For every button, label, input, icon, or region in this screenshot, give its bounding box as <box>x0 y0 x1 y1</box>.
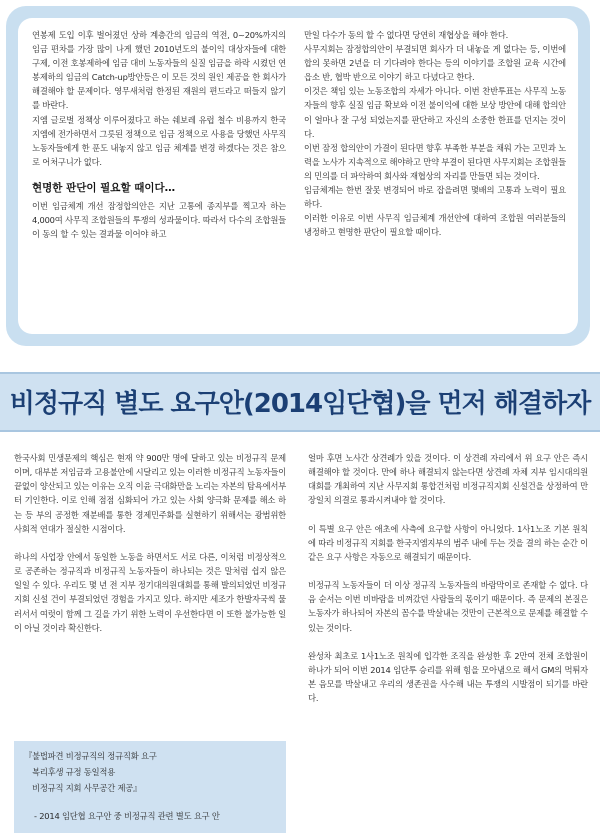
quote-line-2: 복리후생 규정 동일적용 <box>32 767 116 777</box>
bottom-left-paragraph-2: 하나의 사업장 안에서 동일한 노동을 하면서도 서로 다른, 이처럼 비정상적으로 공존하는 정규직과 비정규직 노동자들이 하나되는 것은 말처럼 쉽지 않은 일일 수 있다. 우리도 몇 년 전 지부 정기대의원대회를 통해 발의되었던 비정규지회 신설 건이 부결되었던 경험을 가지고 있다. 하지만 세조가 한발자국씩 물러서서 여럿이 함께 그 길을 가기 위한 노력이 우선한다면 이 또한 불가능한 일이 아닐 것이라 확신한다. <box>14 551 286 633</box>
top-left-column <box>32 28 286 241</box>
quote-line-3: 비정규직 지회 사무공간 제공』 <box>32 783 142 793</box>
bottom-right-column <box>308 451 588 705</box>
paragraph-gap <box>308 564 588 578</box>
top-left-paragraph-1: 연봉제 도입 이후 벌어졌던 상하 계층간의 임금의 역전, 0~20%까지의 임금 편차를 가장 많이 나게 했던 2010년도의 불이익 대상자들에 대한 구제, 이전 호봉제하에 임금 대비 노동자들의 실질 임금을 하락 시켰던 연봉제하의 임금의 Catch-up방안등은 이 모든 것의 원인 제공을 한 회사가 해결해야 할 문제이다. 영무새처럼 한정된 재원의 편드라고 떠들지 않기를 바란다. <box>32 30 286 111</box>
quote-source: - 2014 임단협 요구안 중 비정규직 관련 별도 요구 안 <box>34 811 220 821</box>
bottom-right-paragraph-4: 완성차 최초로 1사1노조 원칙에 입각한 조직을 완성한 후 2만여 전체 조합원이 하나가 되어 이번 2014 임단투 승리를 위해 힘을 모아냄으로 해서 GM의 먹튀자본 음모를 박살내고 우리의 생존권을 사수해 내는 투쟁의 시발점이 되기를 바란다. <box>308 650 588 704</box>
top-right-paragraph-5: 임금체계는 한번 잘못 변경되어 바로 잡을려면 몇배의 고통과 노력이 필요하다. <box>304 185 566 210</box>
headline-title: 비정규직 별도 요구안(2014임단협)을 먼저 해결하자 <box>9 389 591 419</box>
top-article-panel <box>18 18 578 334</box>
bottom-left-paragraph-1: 한국사회 민생문제의 핵심은 현재 약 900만 명에 달하고 있는 비정규직 문제이며, 대부분 저임금과 고용불안에 시달리고 있는 이러한 비정규직 노동자들이 끝없이 양산되고 있는 이유는 오직 이윤 극대화만을 노리는 자본의 탐욕에서부터 기인한다. 이로 인해 점점 심화되어 가고 있는 사회 양극화 문제를 해소 하는 등 부의 공정한 재분배를 통한 경제민주화를 실현하기 위해서는 광범위한 사회적 연대가 절실한 시점이다. <box>14 453 287 534</box>
top-right-paragraph-6: 이러한 이유로 이번 사무직 임금체계 개선안에 대하여 조합원 여러분들의 냉정하고 현명한 판단이 필요할 때이다. <box>304 213 566 238</box>
top-article-frame <box>6 6 590 346</box>
top-right-column <box>304 28 566 239</box>
paragraph-gap <box>308 635 588 649</box>
top-right-paragraph-2: 사무지회는 잠정합의안이 부결되면 회사가 더 내놓을 게 없다는 등, 이번에 합의 못하면 2년을 더 기다려야 한다는 등의 이야기를 조합원 교육 시간에 읍소 반, 협박 반으로 이야기 하고 다녔다고 한다. <box>304 44 566 83</box>
top-right-paragraph-1: 만일 다수가 동의 할 수 없다면 당연히 재협상을 해야 한다. <box>304 30 509 40</box>
paragraph-gap <box>308 508 588 522</box>
bottom-right-paragraph-1: 얼마 후면 노사간 상견례가 있을 것이다. 이 상견례 자리에서 위 요구 안은 즉시 해결해야 할 것이다. 만에 하나 해결되지 않는다면 상견례 자체 지부 임시대의원대회를 개최하여 지난 사무지회 통합건처럼 비정규직지회 신설건을 상정하여 만장일치 의결로 통과시켜내야 할 것이다. <box>308 453 588 506</box>
bottom-right-paragraph-2: 이 특별 요구 안은 애초에 사측에 요구할 사항이 아니었다. 1사1노조 기본 원칙에 따라 비정규직 지회를 한국지엠지부의 범주 내에 두는 것을 결의 하는 순간 이 같은 요구 사항은 자동으로 해결되기 때문이다. <box>308 523 588 562</box>
top-subheading: 현명한 판단이 필요할 때이다… <box>32 181 176 194</box>
bottom-right-paragraph-3: 비정규직 노동자들이 더 이상 정규직 노동자들의 바람막이로 존재할 수 없다. 다음 순서는 이번 비바람을 비껴갔던 사람들의 몫이기 때문이다. 즉 문제의 본질은 노동자가 하나되어 자본의 꼼수를 박살내는 것만이 근본적으로 문제를 해결할 수 있는 것이다. <box>308 580 588 633</box>
bottom-left-column <box>14 451 286 635</box>
headline-band <box>0 372 600 432</box>
top-right-paragraph-4: 이번 잠정 합의안이 가결이 된다면 향후 부족한 부분을 채워 가는 고민과 노력을 노사가 지속적으로 해야하고 만약 부결이 된다면 사무지회는 조합원들의 민의를 더 파악하여 회사와 재협상의 자리를 만들면 되는 것이다. <box>304 142 566 181</box>
demand-quote-box <box>14 741 286 833</box>
top-left-paragraph-2: 지엠 글로벌 정책상 이루어졌다고 하는 쉐보레 유럽 철수 비용까지 한국지엠에 전가하면서 그릇된 정책으로 임금 정책으로 사용을 당했던 사무직 노동자들에게 한 푼도 내놓지 않고 임금 체계를 변경 하겠다는 것은 참으로 어처구니가 없다. <box>32 114 286 167</box>
top-left-paragraph-3: 이번 임금체계 개선 잠정합의안은 지난 고통에 종지부를 찍고자 하는 4,000여 사무직 조합원들의 투쟁의 성과물이다. 따라서 다수의 조합원들이 동의 할 수 있는 결과물 이어야 하고 <box>32 201 286 240</box>
quote-line-1: 『불법파견 비정규직의 정규직화 요구 <box>24 751 157 761</box>
paragraph-gap <box>14 536 286 550</box>
top-right-paragraph-3: 이것은 책임 있는 노동조합의 자세가 아니다. 이번 찬반투표는 사무직 노동자들의 향후 실질 임금 확보와 이전 불이익에 대한 보상 방안에 대해 합의안이 얼마나 잘 구성 되었는지를 판단하고 자신의 소중한 한표를 던지는 것이다. <box>304 86 566 139</box>
